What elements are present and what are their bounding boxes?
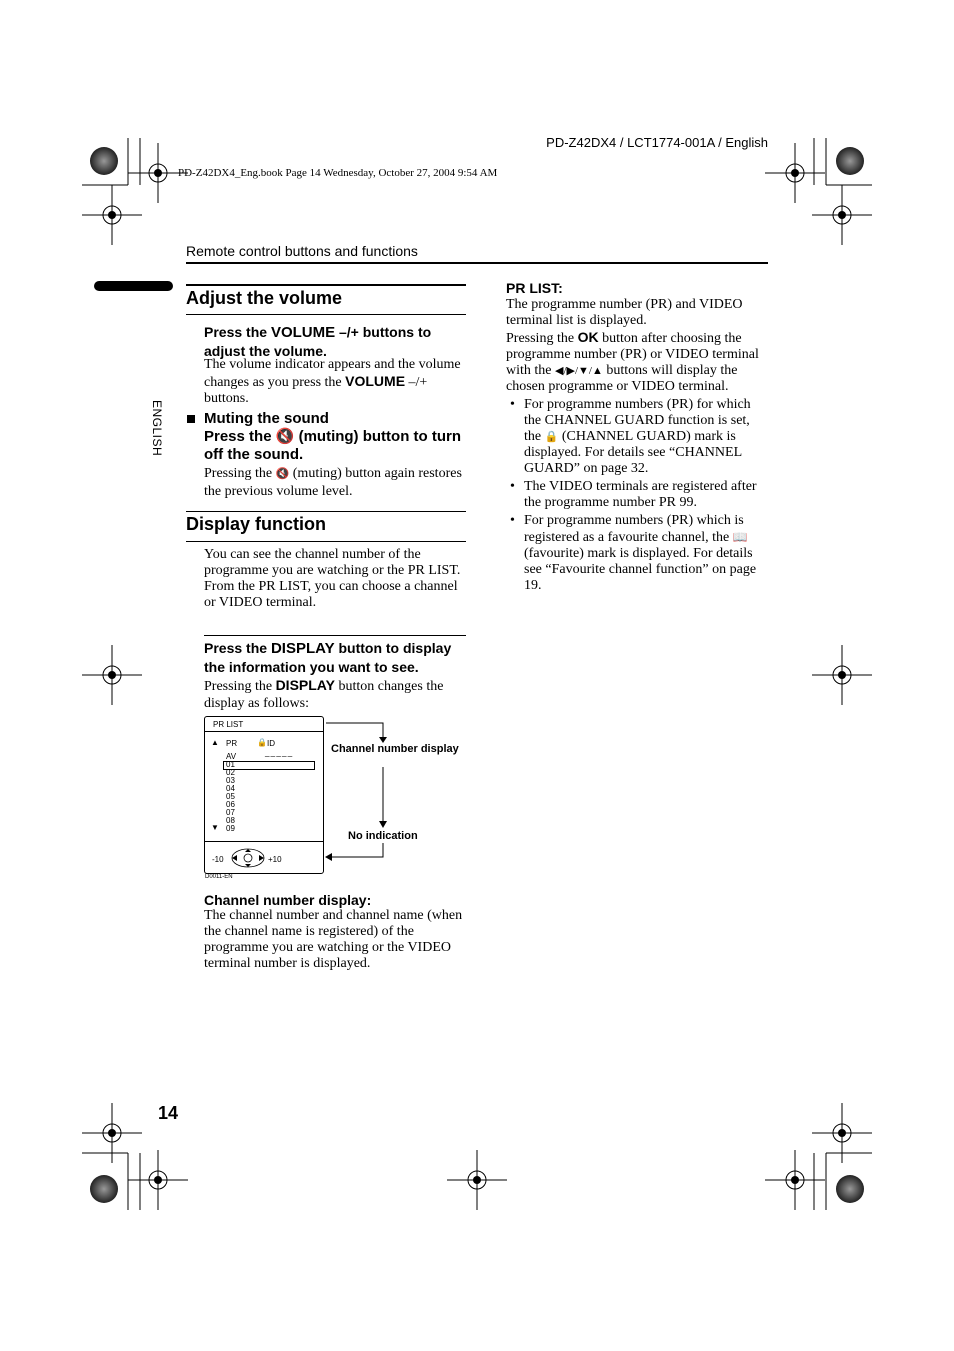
- channel-list: [226, 753, 236, 833]
- registration-mark-icon: [82, 645, 142, 705]
- registration-mark-icon: [82, 1103, 142, 1163]
- heading-rule: [186, 284, 466, 286]
- list-item: • For programme numbers (PR) for which the CHANNEL GUARD function is set, the 🔒 (CHANNEL GUARD) mark is displayed. For details see “CHANNEL GUARD” on page 32.: [506, 397, 768, 477]
- heading-rule: [186, 511, 466, 512]
- registration-mark-icon: [812, 185, 872, 245]
- language-tab: [94, 281, 173, 291]
- screen-title: PR LIST: [213, 720, 244, 729]
- registration-mark-icon: [128, 1150, 188, 1210]
- list-item: 01: [226, 760, 235, 769]
- list-item: 07: [226, 808, 235, 817]
- volume-key: VOLUME: [345, 373, 406, 389]
- screen-divider: [205, 841, 323, 842]
- id-placeholder: _ _ _ _ _: [265, 748, 292, 757]
- registration-mark-icon: [765, 1150, 825, 1210]
- channel-guard-lock-icon: 🔒: [544, 431, 559, 443]
- color-target-icon: [90, 1175, 118, 1203]
- nav-minus-ten: -10: [212, 855, 224, 864]
- list-item: 05: [226, 792, 235, 801]
- display-body: Pressing the DISPLAY button changes the display as follows:: [204, 677, 444, 711]
- list-item: 09: [226, 824, 235, 833]
- mute-body: Pressing the 🔇 (muting) button again restores the previous volume level.: [204, 466, 462, 499]
- cnd-heading: Channel number display:: [204, 892, 372, 908]
- book-line: PD-Z42DX4_Eng.book Page 14 Wednesday, October 27, 2004 9:54 AM: [178, 167, 498, 179]
- list-item: • For programme numbers (PR) which is registered as a favourite channel, the 📖 (favourite) mark is displayed. For details see “Favourite channel function” on page 19.: [506, 513, 768, 594]
- section-title: Remote control buttons and functions: [186, 243, 418, 259]
- registration-mark-icon: [812, 1103, 872, 1163]
- list-item: 03: [226, 776, 235, 785]
- side-language-label: ENGLISH: [150, 400, 164, 457]
- scroll-down-arrow-icon: ▼: [211, 823, 219, 832]
- lock-icon: 🔒: [257, 738, 267, 747]
- col-id: ID: [267, 739, 275, 748]
- instruction-rule: [204, 635, 466, 636]
- muting-icon: 🔇: [275, 428, 295, 445]
- col-pr: PR: [226, 739, 238, 748]
- display-intro: You can see the channel number of the programme you are watching or the PR LIST. From the PR LIST, you can choose a channel or VIDEO terminal.: [204, 547, 461, 610]
- mute-instruction: Press the 🔇 (muting) button to turn off the sound.: [204, 428, 462, 463]
- color-target-icon: [836, 1175, 864, 1203]
- color-target-icon: [90, 147, 118, 175]
- volume-key: VOLUME: [270, 324, 336, 341]
- favourite-book-icon: 📖: [732, 530, 748, 544]
- list-item: 04: [226, 784, 235, 793]
- heading-display-function: Display function: [186, 514, 327, 534]
- pr-list-screen: [204, 716, 324, 874]
- pr-list-body: The programme number (PR) and VIDEO terminal list is displayed. Pressing the OK button after choosing the programme number (PR) or VIDEO terminal with the ◀/▶/▼/▲ buttons will display the chosen programme or VIDEO terminal. • For programme numbers (PR) for which the CHANNEL GUARD function is set, the 🔒 (CHANNEL GUARD) mark is displayed. For details see “CHANNEL GUARD” on page 32. • The VIDEO terminals are registered after the programme number PR 99. • For programme numbers (PR) which is registered as a favourite channel, the 📖 (favourite) mark is displayed. For details see “Favourite channel function” on page 19.: [506, 297, 768, 594]
- display-key: DISPLAY: [275, 677, 335, 693]
- nav-plus-ten: +10: [268, 855, 282, 864]
- label-no-indication: No indication: [348, 830, 418, 842]
- muting-icon: 🔇: [275, 468, 290, 480]
- list-item: 02: [226, 768, 235, 777]
- arrow-keys-icon: ◀/▶/▼/▲: [555, 365, 603, 377]
- registration-mark-icon: [812, 645, 872, 705]
- square-bullet-icon: [187, 415, 195, 423]
- remote-nav-pad-icon: [229, 847, 267, 869]
- display-key: DISPLAY: [270, 640, 335, 657]
- label-channel-number-display: Channel number display: [331, 743, 459, 755]
- ok-key: OK: [577, 329, 599, 345]
- page-number: 14: [158, 1103, 179, 1123]
- screen-divider: [205, 731, 323, 732]
- volume-body: The volume indicator appears and the volume changes as you press the VOLUME –/+ buttons.: [204, 357, 461, 406]
- registration-mark-icon: [82, 185, 142, 245]
- mute-heading: Muting the sound: [204, 410, 329, 427]
- header-rule: [186, 262, 768, 264]
- doc-id: PD-Z42DX4 / LCT1774-001A / English: [546, 135, 768, 150]
- list-item: 08: [226, 816, 235, 825]
- heading-rule: [186, 541, 466, 542]
- diagram-code: D0011-EN: [205, 874, 233, 880]
- registration-mark-icon: [447, 1150, 507, 1210]
- diagram-arrows: [322, 715, 402, 865]
- selection-highlight: [223, 761, 315, 770]
- registration-mark-icon: [765, 143, 825, 203]
- mute-section: [204, 410, 466, 464]
- list-item: 06: [226, 800, 235, 809]
- pr-list-heading: PR LIST:: [506, 280, 563, 296]
- volume-instruction: Press the VOLUME –/+ buttons to adjust the volume.: [204, 324, 432, 359]
- display-instruction: Press the DISPLAY button to display the information you want to see.: [204, 640, 452, 675]
- color-target-icon: [836, 147, 864, 175]
- scroll-up-arrow-icon: ▲: [211, 738, 219, 747]
- list-item: AV: [226, 752, 237, 761]
- heading-rule: [186, 314, 466, 315]
- list-item: • The VIDEO terminals are registered after the programme number PR 99.: [506, 479, 768, 511]
- cnd-body: The channel number and channel name (when the channel name is registered) of the programme you are watching or the VIDEO terminal number is displayed.: [204, 908, 463, 971]
- heading-adjust-volume: Adjust the volume: [186, 288, 343, 308]
